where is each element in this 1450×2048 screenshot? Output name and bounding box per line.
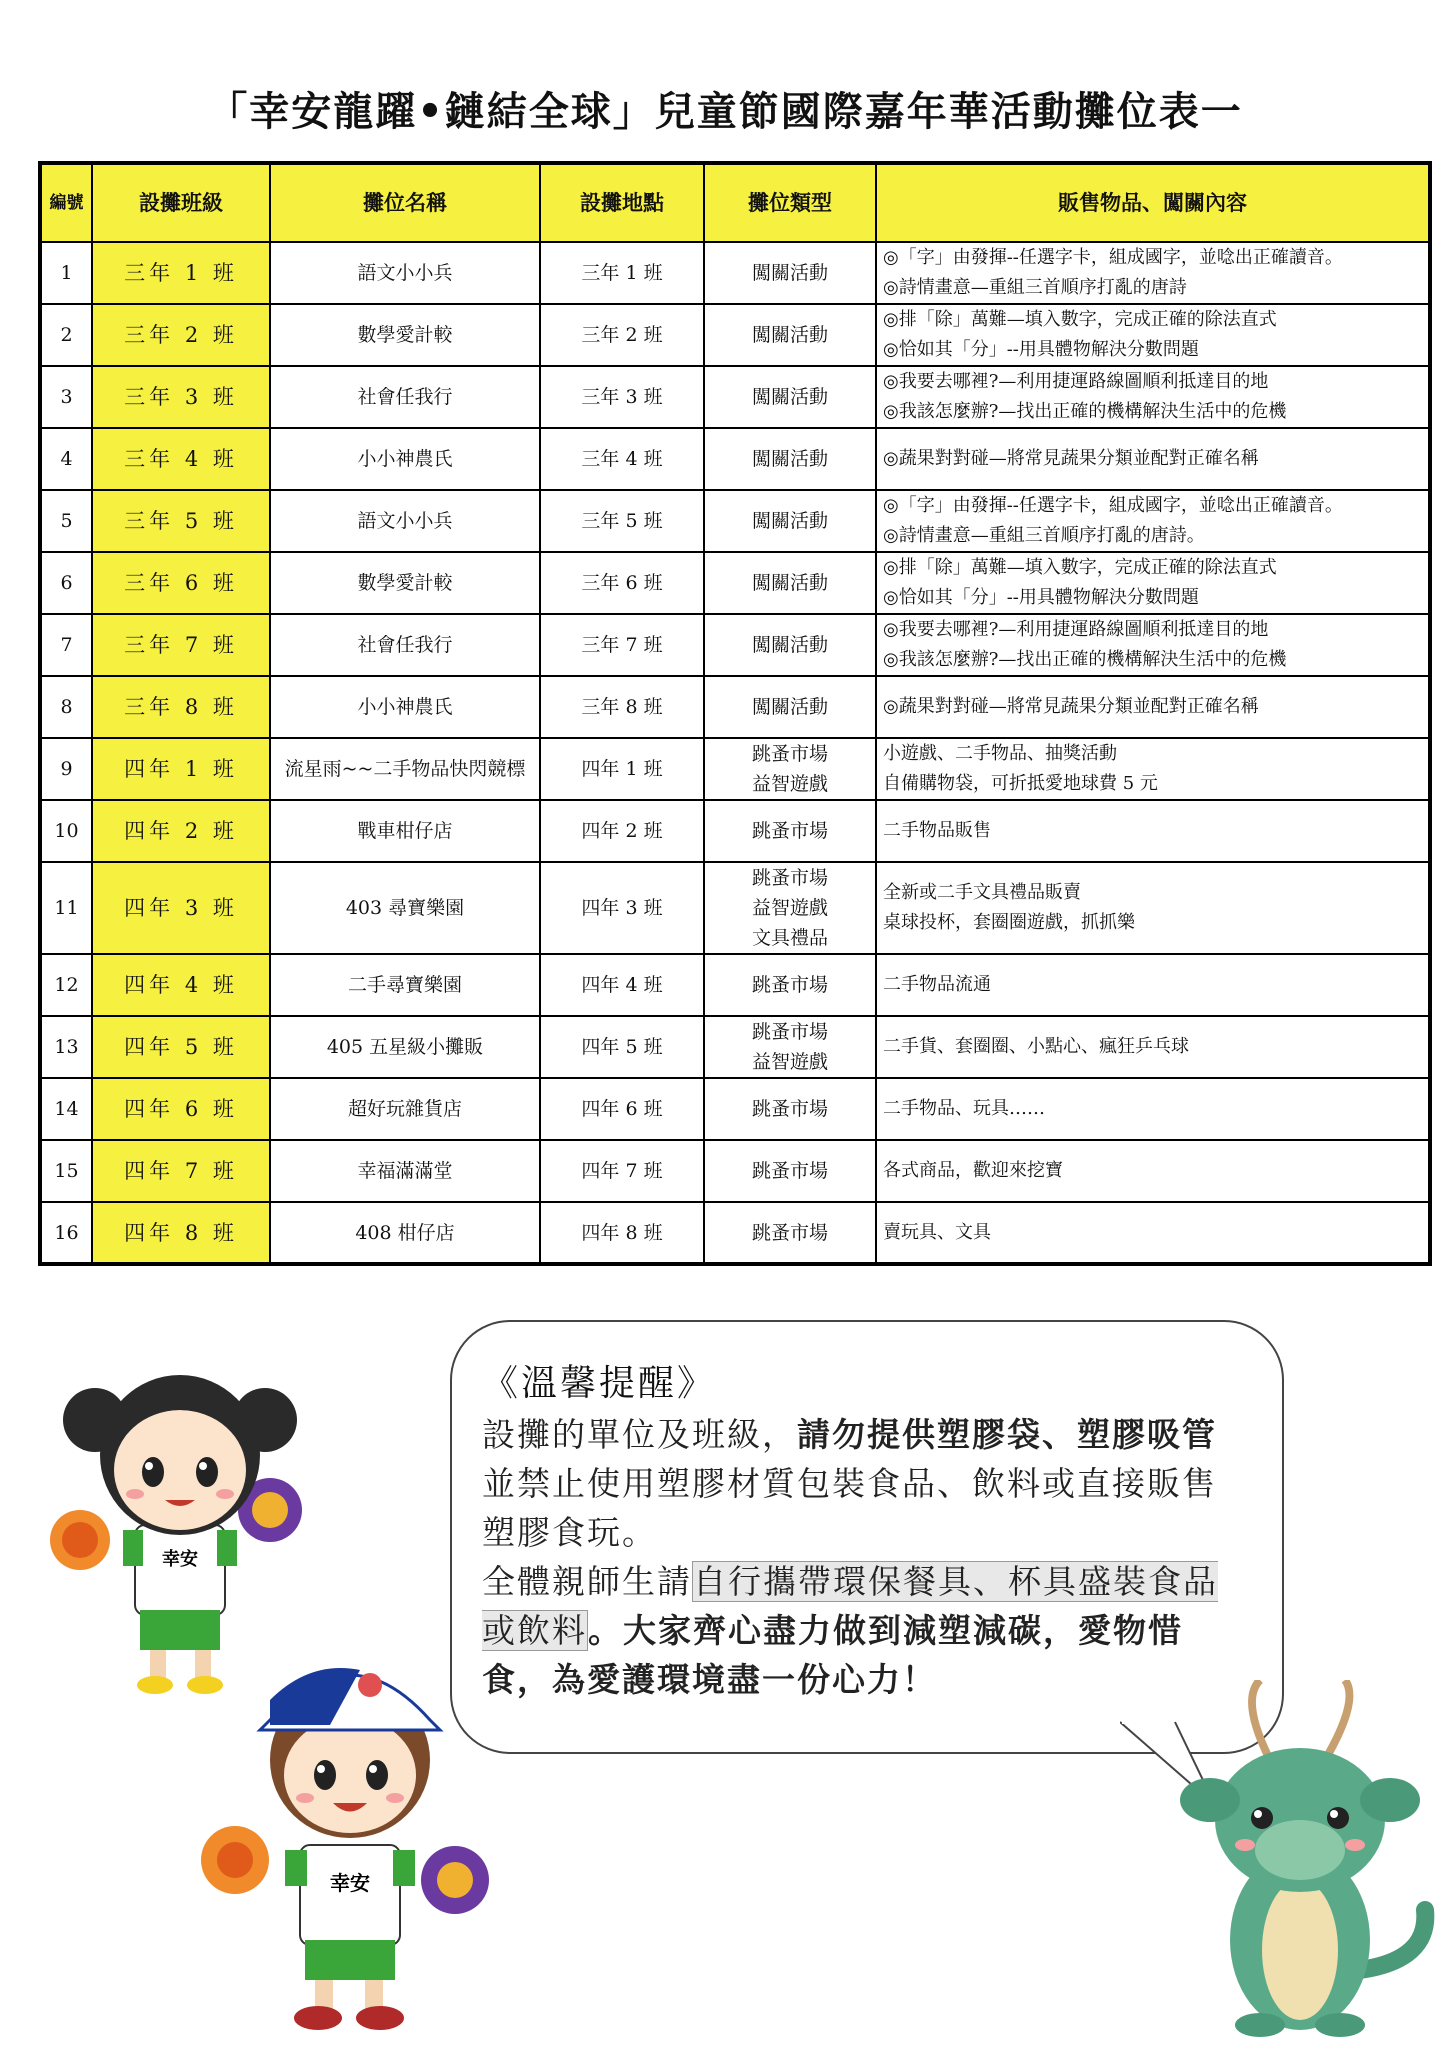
cell-booth-type — [704, 738, 876, 800]
cell-content — [876, 1140, 1430, 1202]
cell-location: 三年 4 班 — [540, 428, 704, 490]
content-line: 各式商品，歡迎來挖寶 — [883, 1160, 1063, 1181]
cell-number: 8 — [40, 676, 92, 738]
cell-content — [876, 738, 1430, 800]
booth-type-line: 文具禮品 — [751, 927, 828, 949]
cell-content — [876, 954, 1430, 1016]
cell-booth-name: 超好玩雜貨店 — [270, 1078, 540, 1140]
cell-booth-type — [704, 490, 876, 552]
booth-type-line: 跳蚤市場 — [751, 1160, 828, 1182]
booth-type-line: 闖關活動 — [751, 324, 828, 346]
cell-number: 7 — [40, 614, 92, 676]
cell-content — [876, 614, 1430, 676]
table-header-row — [40, 163, 1430, 242]
content-line: ◎詩情畫意—重組三首順序打亂的唐詩 — [883, 277, 1187, 298]
cell-booth-name: 社會任我行 — [270, 366, 540, 428]
table-row — [40, 1016, 1430, 1078]
table-row — [40, 242, 1430, 304]
cell-location: 四年 4 班 — [540, 954, 704, 1016]
cell-class: 三年 5 班 — [92, 490, 270, 552]
cell-class: 三年 8 班 — [92, 676, 270, 738]
booth-type-line: 闖關活動 — [751, 634, 828, 656]
cell-class: 四年 1 班 — [92, 738, 270, 800]
header-booth-type: 攤位類型 — [704, 163, 876, 242]
cell-booth-type — [704, 676, 876, 738]
booth-type-line: 益智遊戲 — [751, 1051, 828, 1073]
cell-number: 16 — [40, 1202, 92, 1264]
cell-number: 9 — [40, 738, 92, 800]
table-row — [40, 1078, 1430, 1140]
content-line: 小遊戲、二手物品、抽獎活動 — [883, 743, 1117, 764]
cell-booth-type — [704, 366, 876, 428]
cell-content — [876, 242, 1430, 304]
table-row — [40, 800, 1430, 862]
reminder-p2-c: 。大家齊心盡力做到減塑減碳，愛物惜食，為愛護環境盡一份心力！ — [482, 1611, 1183, 1699]
content-line: 二手物品販售 — [883, 820, 991, 841]
cell-content — [876, 800, 1430, 862]
content-line: 桌球投杯，套圈圈遊戲，抓抓樂 — [883, 912, 1135, 933]
table-row — [40, 738, 1430, 800]
booth-type-line: 闖關活動 — [751, 262, 828, 284]
cell-class: 三年 3 班 — [92, 366, 270, 428]
cell-booth-name: 數學愛計較 — [270, 552, 540, 614]
reminder-p1-b: 請勿提供塑膠袋、塑膠吸管 — [797, 1415, 1217, 1454]
booth-type-line: 闖關活動 — [751, 572, 828, 594]
reminder-p2-b: 自行攜帶環保餐具、杯具盛裝食品或飲料 — [482, 1562, 1218, 1650]
cell-number: 5 — [40, 490, 92, 552]
content-line: 自備購物袋，可折抵愛地球費 5 元 — [883, 773, 1158, 794]
reminder-p1-c: 並禁止使用塑膠材質包裝食品、飲料或直接販售塑膠食玩。 — [482, 1464, 1217, 1552]
cell-content — [876, 304, 1430, 366]
cell-number: 14 — [40, 1078, 92, 1140]
content-line: ◎我該怎麼辦?—找出正確的機構解決生活中的危機 — [883, 401, 1287, 422]
content-line: 全新或二手文具禮品販賣 — [883, 882, 1081, 903]
reminder-p2-a: 全體親師生請 — [482, 1562, 692, 1601]
cell-booth-name: 405 五星級小攤販 — [270, 1016, 540, 1078]
cell-booth-type — [704, 954, 876, 1016]
cell-booth-type — [704, 1140, 876, 1202]
booth-type-line: 闖關活動 — [751, 510, 828, 532]
booth-type-line: 跳蚤市場 — [751, 1098, 828, 1120]
cell-class: 四年 7 班 — [92, 1140, 270, 1202]
cell-number: 6 — [40, 552, 92, 614]
cell-number: 4 — [40, 428, 92, 490]
booth-table — [38, 161, 1432, 1266]
cell-content — [876, 1202, 1430, 1264]
cell-location: 四年 5 班 — [540, 1016, 704, 1078]
cell-booth-type — [704, 614, 876, 676]
cell-booth-type — [704, 1078, 876, 1140]
table-row — [40, 304, 1430, 366]
cell-booth-name: 社會任我行 — [270, 614, 540, 676]
content-line: ◎蔬果對對碰—將常見蔬果分類並配對正確名稱 — [883, 448, 1259, 469]
booth-type-line: 跳蚤市場 — [751, 1021, 828, 1043]
cell-booth-name: 語文小小兵 — [270, 242, 540, 304]
cell-booth-type — [704, 242, 876, 304]
cell-content — [876, 552, 1430, 614]
cell-location: 四年 6 班 — [540, 1078, 704, 1140]
cell-class: 四年 2 班 — [92, 800, 270, 862]
cell-number: 10 — [40, 800, 92, 862]
cell-class: 四年 4 班 — [92, 954, 270, 1016]
booth-type-line: 跳蚤市場 — [751, 867, 828, 889]
cell-location: 四年 1 班 — [540, 738, 704, 800]
cell-class: 四年 5 班 — [92, 1016, 270, 1078]
cell-booth-name: 403 尋寶樂園 — [270, 862, 540, 954]
content-line: 二手物品流通 — [883, 974, 991, 995]
cell-location: 三年 7 班 — [540, 614, 704, 676]
table-row — [40, 614, 1430, 676]
cell-number: 12 — [40, 954, 92, 1016]
content-line: 賣玩具、文具 — [883, 1221, 991, 1243]
booth-type-line: 闖關活動 — [751, 386, 828, 408]
cell-content — [876, 676, 1430, 738]
cell-location: 三年 8 班 — [540, 676, 704, 738]
reminder-p1-a: 設攤的單位及班級， — [482, 1415, 797, 1454]
cell-booth-name: 戰車柑仔店 — [270, 800, 540, 862]
cell-content — [876, 428, 1430, 490]
content-line: ◎詩情畫意—重組三首順序打亂的唐詩。 — [883, 525, 1205, 546]
cell-class: 三年 6 班 — [92, 552, 270, 614]
cell-location: 四年 8 班 — [540, 1202, 704, 1264]
cell-booth-name: 語文小小兵 — [270, 490, 540, 552]
table-row — [40, 676, 1430, 738]
girl-shirt-text: 幸安 — [162, 1549, 198, 1570]
cell-class: 三年 2 班 — [92, 304, 270, 366]
content-line: ◎蔬果對對碰—將常見蔬果分類並配對正確名稱 — [883, 696, 1259, 717]
content-line: 二手貨、套圈圈、小點心、瘋狂乒乓球 — [883, 1036, 1189, 1057]
table-row — [40, 862, 1430, 954]
cell-class: 四年 8 班 — [92, 1202, 270, 1264]
cell-location: 三年 2 班 — [540, 304, 704, 366]
cell-content — [876, 862, 1430, 954]
cell-number: 1 — [40, 242, 92, 304]
content-line: ◎恰如其「分」--用具體物解決分數問題 — [883, 587, 1199, 608]
booth-type-line: 益智遊戲 — [751, 897, 828, 919]
cell-booth-name: 小小神農氏 — [270, 428, 540, 490]
boy-mascot-illustration — [190, 1640, 510, 2040]
content-line: ◎「字」由發揮--任選字卡，組成國字，並唸出正確讀音。 — [883, 247, 1343, 268]
cell-booth-name: 小小神農氏 — [270, 676, 540, 738]
header-content: 販售物品、闖關內容 — [876, 163, 1430, 242]
dragon-mascot-illustration — [1150, 1680, 1440, 2040]
booth-type-line: 闖關活動 — [751, 696, 828, 718]
header-location: 設攤地點 — [540, 163, 704, 242]
cell-location: 四年 3 班 — [540, 862, 704, 954]
content-line: ◎我該怎麼辦?—找出正確的機構解決生活中的危機 — [883, 649, 1287, 670]
cell-booth-type — [704, 428, 876, 490]
booth-type-line: 益智遊戲 — [751, 773, 828, 795]
content-line: ◎我要去哪裡?—利用捷運路線圖順利抵達目的地 — [883, 619, 1269, 640]
cell-class: 四年 3 班 — [92, 862, 270, 954]
booth-type-line: 跳蚤市場 — [751, 1221, 828, 1244]
cell-number: 3 — [40, 366, 92, 428]
booth-table-body — [40, 242, 1430, 1264]
booth-type-line: 跳蚤市場 — [751, 743, 828, 765]
table-row — [40, 552, 1430, 614]
cell-class: 三年 7 班 — [92, 614, 270, 676]
cell-class: 三年 4 班 — [92, 428, 270, 490]
cell-booth-name: 數學愛計較 — [270, 304, 540, 366]
table-row — [40, 428, 1430, 490]
cell-location: 三年 6 班 — [540, 552, 704, 614]
cell-content — [876, 490, 1430, 552]
cell-location: 三年 1 班 — [540, 242, 704, 304]
boy-shirt-text: 幸安 — [330, 1871, 370, 1895]
booth-type-line: 跳蚤市場 — [751, 820, 828, 842]
cell-location: 三年 3 班 — [540, 366, 704, 428]
cell-class: 三年 1 班 — [92, 242, 270, 304]
booth-type-line: 跳蚤市場 — [751, 974, 828, 996]
cell-booth-type — [704, 304, 876, 366]
cell-location: 四年 2 班 — [540, 800, 704, 862]
reminder-text — [482, 1410, 1222, 1704]
table-row — [40, 1140, 1430, 1202]
page-title: 「幸安龍躍•鏈結全球」兒童節國際嘉年華活動攤位表一 — [207, 88, 1243, 135]
table-row — [40, 954, 1430, 1016]
cell-booth-name: 二手尋寶樂園 — [270, 954, 540, 1016]
cell-class: 四年 6 班 — [92, 1078, 270, 1140]
content-line: ◎恰如其「分」--用具體物解決分數問題 — [883, 339, 1199, 360]
content-line: ◎排「除」萬難—填入數字，完成正確的除法直式 — [883, 557, 1277, 578]
cell-booth-name: 流星雨~~二手物品快閃競標 — [270, 738, 540, 800]
cell-content — [876, 1016, 1430, 1078]
cell-booth-type — [704, 552, 876, 614]
cell-booth-name: 幸福滿滿堂 — [270, 1140, 540, 1202]
cell-number: 2 — [40, 304, 92, 366]
reminder-title: 《溫馨提醒》 — [482, 1363, 717, 1404]
cell-number: 11 — [40, 862, 92, 954]
header-booth-name: 攤位名稱 — [270, 163, 540, 242]
cell-booth-type — [704, 800, 876, 862]
content-line: ◎我要去哪裡?—利用捷運路線圖順利抵達目的地 — [883, 371, 1269, 392]
header-number: 編號 — [40, 163, 92, 242]
cell-number: 13 — [40, 1016, 92, 1078]
cell-booth-type — [704, 1202, 876, 1264]
cell-content — [876, 366, 1430, 428]
cell-booth-type — [704, 1016, 876, 1078]
cell-location: 三年 5 班 — [540, 490, 704, 552]
content-line: 二手物品、玩具…… — [883, 1098, 1045, 1119]
content-line: ◎「字」由發揮--任選字卡，組成國字，並唸出正確讀音。 — [883, 495, 1343, 516]
table-row — [40, 490, 1430, 552]
content-line: ◎排「除」萬難—填入數字，完成正確的除法直式 — [883, 309, 1277, 330]
booth-type-line: 闖關活動 — [751, 448, 828, 470]
table-row — [40, 1202, 1430, 1264]
header-class: 設攤班級 — [92, 163, 270, 242]
cell-booth-type — [704, 862, 876, 954]
table-row — [40, 366, 1430, 428]
cell-number: 15 — [40, 1140, 92, 1202]
cell-content — [876, 1078, 1430, 1140]
cell-booth-name: 408 柑仔店 — [270, 1202, 540, 1264]
cell-location: 四年 7 班 — [540, 1140, 704, 1202]
